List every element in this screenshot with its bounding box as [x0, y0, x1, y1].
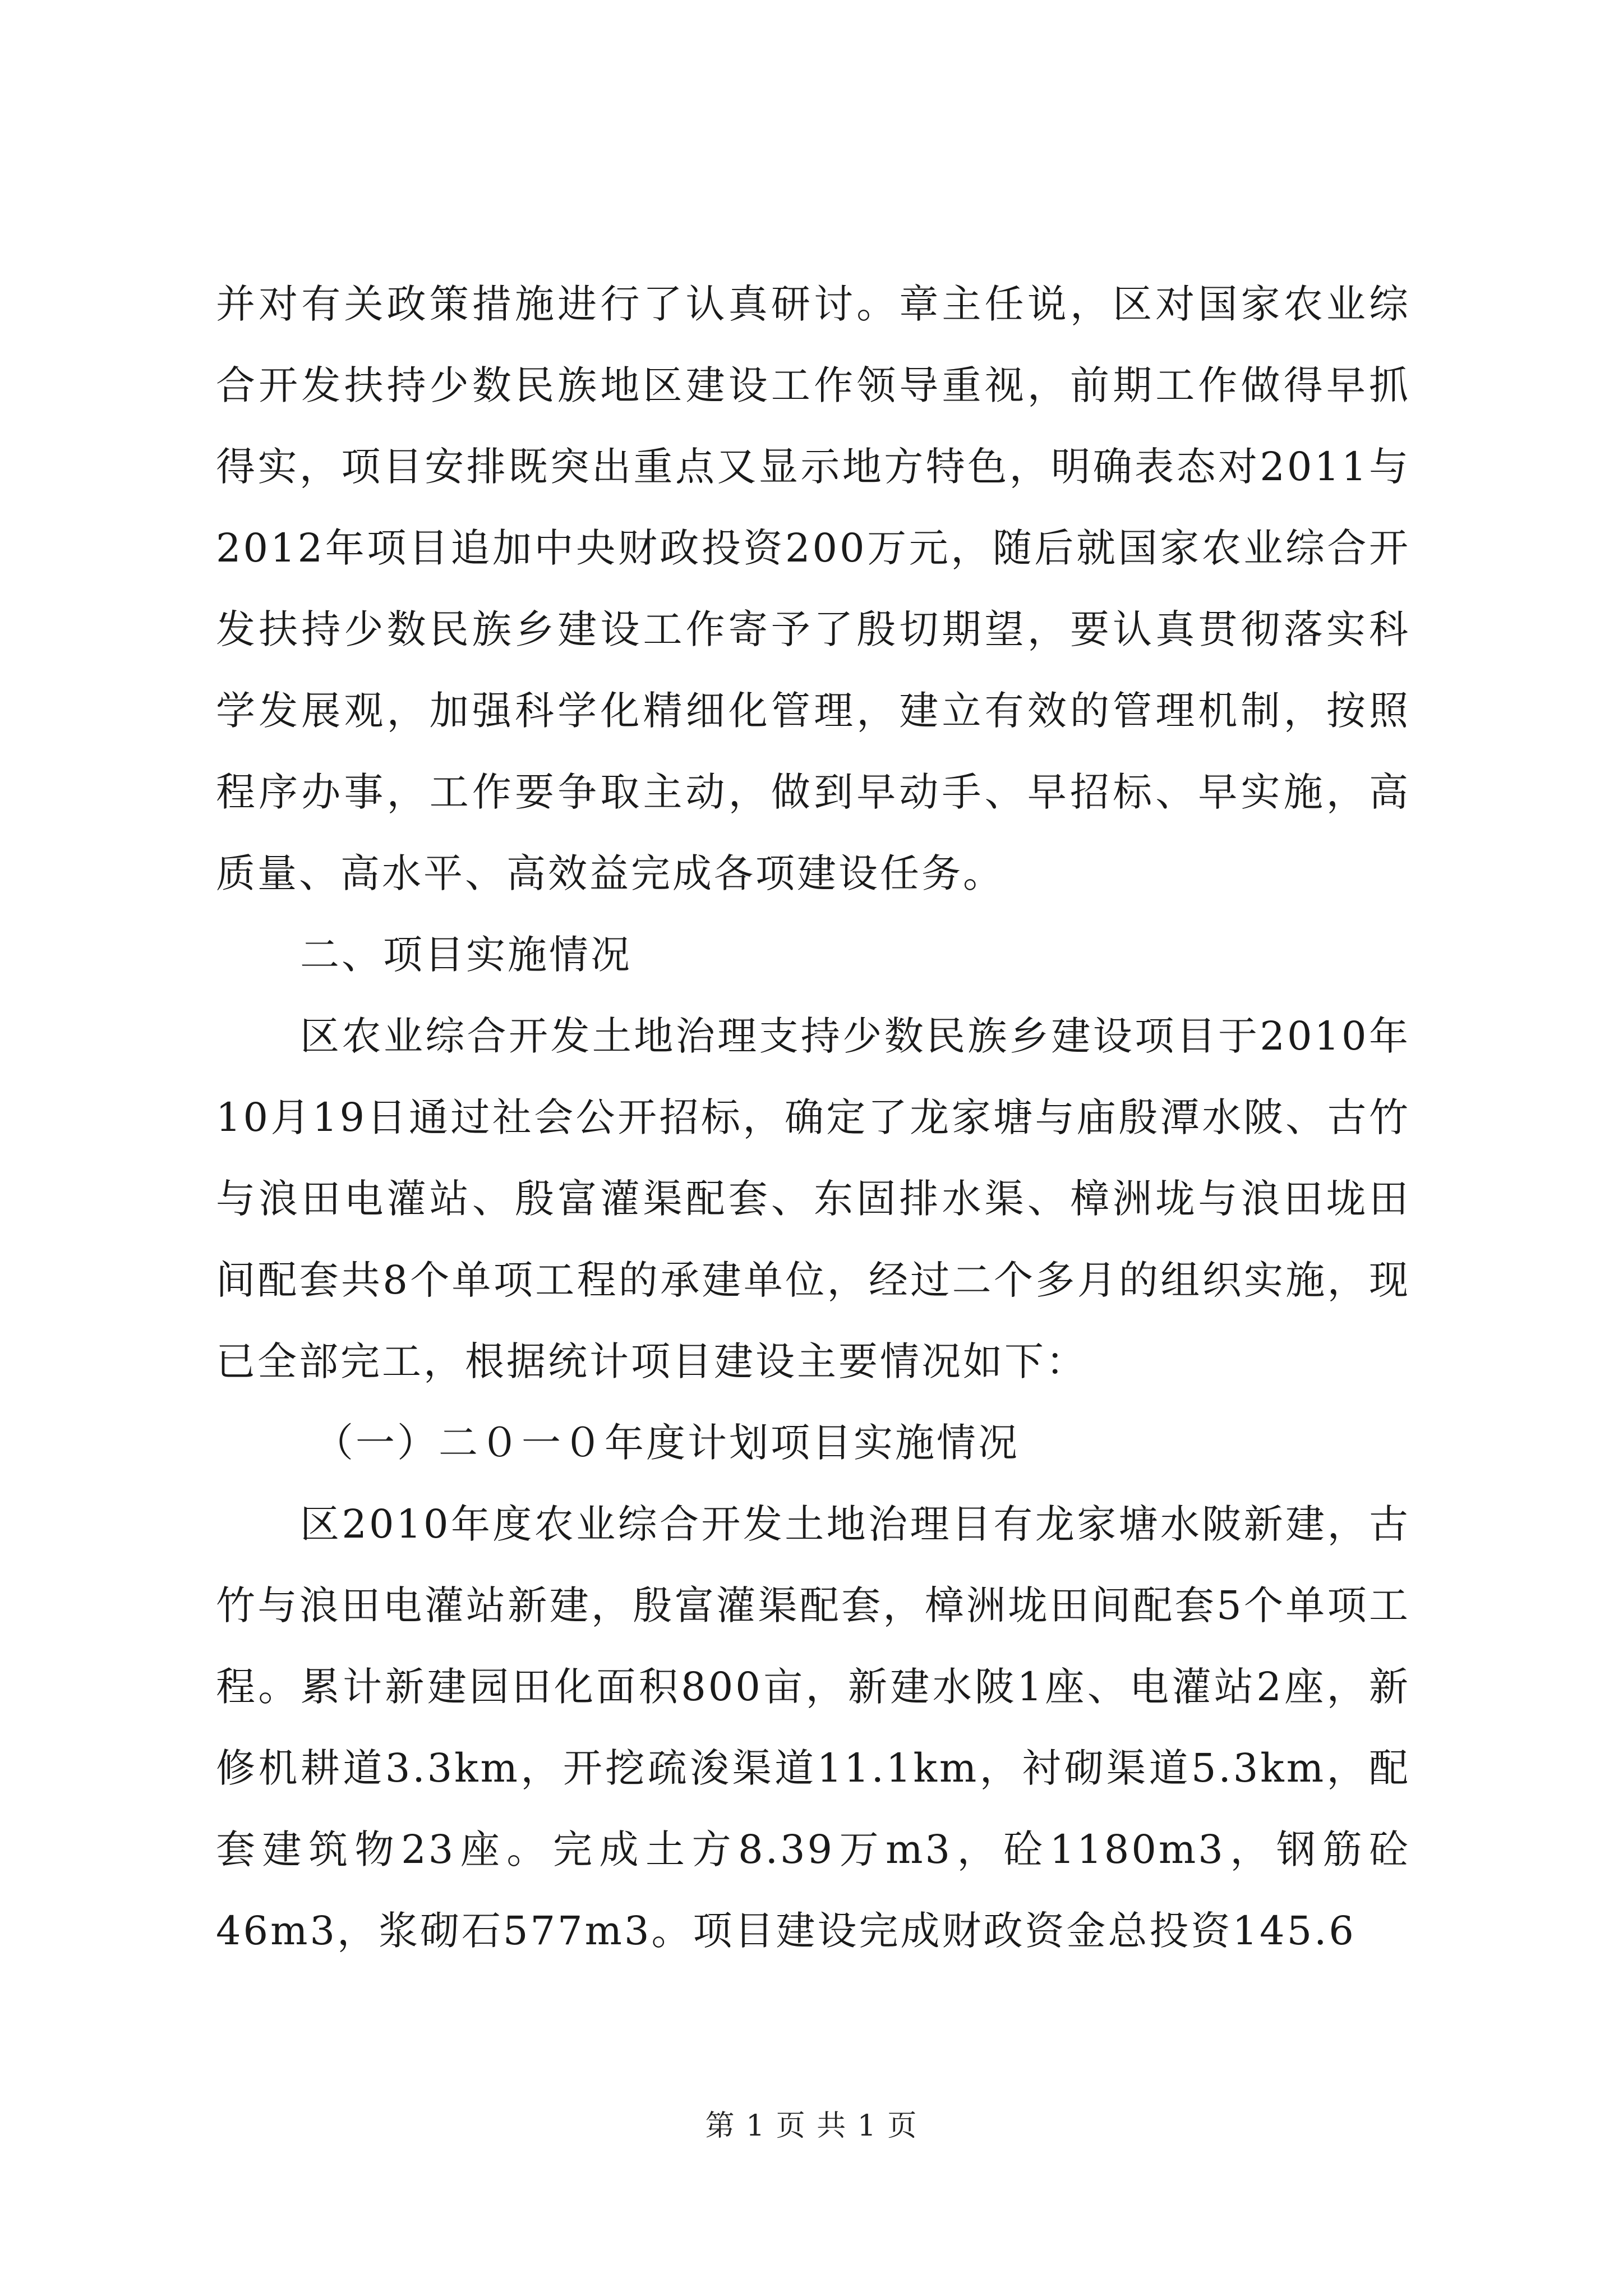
- paragraph-2010-details: 区2010年度农业综合开发土地治理目有龙家塘水陂新建，古竹与浪田电灌站新建，殷富灌渠配套，樟洲垅田间配套5个单项工程。累计新建园田化面积800亩，新建水陂1座、电灌站2座，新修机耕道3.3km，开挖疏浚渠道11.1km，衬砌渠道5.3km，配套建筑物23座。完成土方8.39万m3，砼1180m3，钢筋砼46m3，浆砌石577m3。项目建设完成财政资金总投资145.6: [216, 1501, 1410, 1954]
- document-body: [216, 264, 1410, 1972]
- paragraph-continuation: 并对有关政策措施进行了认真研讨。章主任说，区对国家农业综合开发扶持少数民族地区建设工作领导重视，前期工作做得早抓得实，项目安排既突出重点又显示地方特色，明确表态对2011与2012年项目追加中央财政投资200万元，随后就国家农业综合开发扶持少数民族乡建设工作寄予了殷切期望，要认真贯彻落实科学发展观，加强科学化精细化管理，建立有效的管理机制，按照程序办事，工作要争取主动，做到早动手、早招标、早实施，高质量、高水平、高效益完成各项建设任务。: [216, 281, 1410, 896]
- subsection-heading-2010-plan: （一）二０一０年度计划项目实施情况: [314, 1420, 1020, 1466]
- page-number-footer: 第 1 页 共 1 页: [705, 2109, 918, 2143]
- paragraph-tender-summary: 区农业综合开发土地治理支持少数民族乡建设项目于2010年10月19日通过社会公开招标，确定了龙家塘与庙殷潭水陂、古竹与浪田电灌站、殷富灌渠配套、东固排水渠、樟洲垅与浪田垅田间配套共8个单项工程的承建单位，经过二个多月的组织实施，现已全部完工，根据统计项目建设主要情况如下：: [216, 1013, 1410, 1384]
- section-heading-project-implementation: 二、项目实施情况: [300, 932, 632, 978]
